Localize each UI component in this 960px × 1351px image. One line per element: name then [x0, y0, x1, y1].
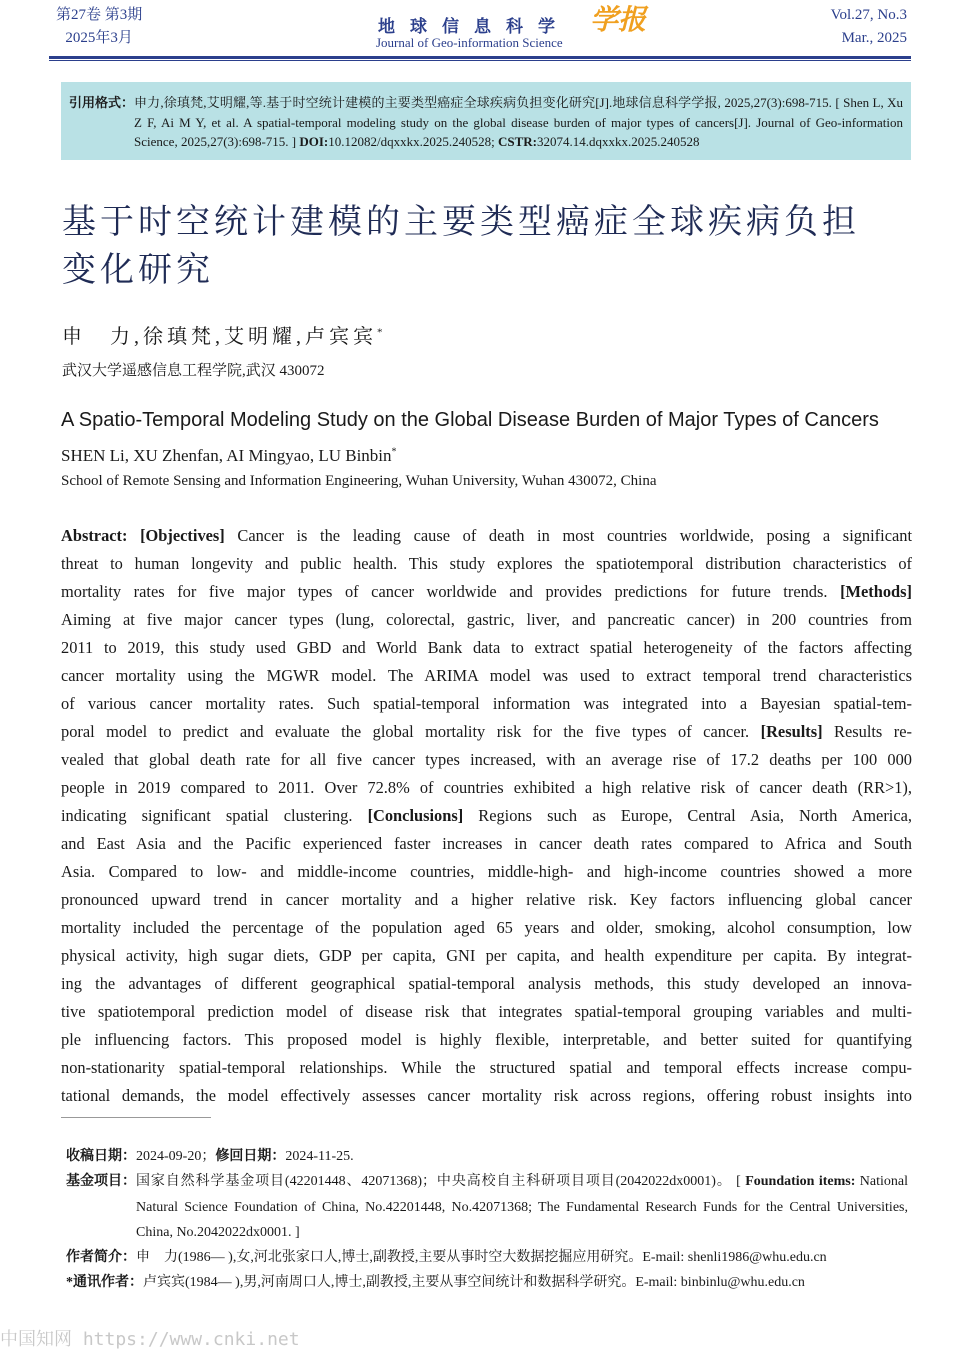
abstract-line	[61, 802, 912, 830]
cstr-value: 32074.14.dqxxkx.2025.240528	[537, 134, 700, 149]
abstract-text: poral model to predict and evaluate the global mortality risk for the five types of cancer.	[61, 722, 761, 741]
header-rule	[49, 56, 911, 59]
abstract-text: physical activity, high sugar diets, GDP per capita, GNI per capita, and health expenditure per capita. By integrat-	[61, 946, 912, 965]
issue-en	[831, 4, 907, 50]
paper-title-en: A Spatio-Temporal Modeling Study on the Global Disease Burden of Major Types of Cancers	[61, 409, 879, 431]
abstract-text: Results re-	[822, 722, 913, 741]
abstract-text: Aiming at five major cancer types (lung, colorectal, gastric, liver, and pancreatic cancer) in 200 countries from	[61, 610, 912, 629]
abstract-line	[61, 914, 912, 942]
corresponding-author	[66, 1270, 908, 1295]
paper-title-cn	[62, 198, 860, 294]
abstract-line	[61, 634, 912, 662]
fund-text	[136, 1169, 908, 1245]
abstract-line	[61, 998, 912, 1026]
revised-date: 2024-11-25.	[285, 1149, 354, 1164]
abstract-text: tational demands, the model effectively assesses cancer mortality risk across regions, offering robust insights into	[61, 1086, 912, 1105]
cstr-label: CSTR:	[498, 134, 538, 149]
abstract-heading: Abstract: [Objectives]	[61, 526, 225, 545]
citation-box	[61, 82, 911, 160]
fund-cn: 国家自然科学基金项目(42201448、42071368)；中央高校自主科研项目项目(2042022dx0001)。 [	[136, 1174, 746, 1190]
abstract-text: ing the advantages of different geographical spatial-temporal analysis methods, this study developed an innova-	[61, 974, 912, 993]
abstract-text: cancer mortality using the MGWR model. The ARIMA model was used to extract temporal trend characteristics	[61, 666, 912, 685]
abstract-text: indicating significant spatial clustering.	[61, 806, 368, 825]
volume-cn: 第27卷 第3期	[56, 7, 143, 23]
title-line: 基于时空统计建模的主要类型癌症全球疾病负担	[62, 202, 860, 242]
abstract-line	[61, 550, 912, 578]
abstract-line	[61, 522, 912, 550]
fund-en-label: Foundation items:	[745, 1174, 856, 1190]
title-line: 变化研究	[62, 250, 214, 290]
abstract-text: Asia. Compared to low- and middle-income countries, middle-high- and high-income countries showed a more	[61, 862, 912, 881]
corr-label: *通讯作者：	[66, 1275, 143, 1291]
issue-cn	[56, 4, 142, 50]
author-bio	[66, 1245, 908, 1270]
abstract-line	[61, 774, 912, 802]
doi-label: DOI:	[299, 134, 329, 149]
abstract-heading: [Methods]	[840, 582, 912, 601]
abstract-text: tive spatiotemporal prediction model of disease risk that integrates spatial-temporal grouping variables and multi-	[61, 1002, 912, 1021]
abstract-text: ple influencing factors. This proposed model is highly flexible, interpretable, and better suited for quantifying	[61, 1030, 912, 1049]
citation-text	[134, 93, 903, 160]
received-dates	[66, 1144, 908, 1169]
abstract-heading: [Conclusions]	[367, 806, 464, 825]
abstract-line	[61, 1026, 912, 1054]
date-en: Mar., 2025	[841, 30, 907, 46]
citation-ref: 申力,徐瑱梵,艾明耀,等.基于时空统计建模的主要类型癌症全球疾病负担变化研究[J].地球信息科学学报, 2025,27(3):698-715. [ Shen L, Xu Z F, Ai M Y, et al. A spatial-temporal modeling study on the global disease burden of major types of cancers[J]. Journal of Geo-information Science, 2025,27(3):698-715. ]	[134, 95, 903, 149]
affiliation-cn: 武汉大学遥感信息工程学院,武汉 430072	[62, 363, 325, 379]
corr-text: 卢宾宾(1984— ),男,河南周口人,博士,副教授,主要从事空间统计和数据科学研究。E-mail: binbinlu@whu.edu.cn	[143, 1275, 805, 1291]
footnotes	[66, 1144, 908, 1296]
abstract-text: 2011 to 2019, this study used GBD and World Bank data to extract spatial heterogeneity of the factors affecting	[61, 638, 912, 657]
abstract-text: mortality included the percentage of the population aged 65 years and older, smoking, alcohol consumption, low	[61, 918, 912, 937]
corresponding-mark: *	[377, 326, 387, 339]
abstract-line	[61, 578, 912, 606]
abstract-line	[61, 746, 912, 774]
authors-en	[61, 446, 397, 466]
abstract-text: of various cancer mortality rates. Such spatial-temporal information was integrated into a Bayesian spatial-tem-	[61, 694, 912, 713]
abstract-text: vealed that global death rate for all five cancer types increased, with an average rise of 17.2 deaths per 100 000	[61, 750, 912, 769]
abstract-line	[61, 970, 912, 998]
abstract-line	[61, 1082, 912, 1110]
abstract	[61, 522, 912, 1110]
date-cn: 2025年3月	[65, 30, 133, 46]
citation-label: 引用格式：	[69, 95, 135, 110]
fund-label: 基金项目：	[66, 1174, 136, 1190]
abstract-text: non-stationarity spatial-temporal relationships. While the structured spatial and temporal effects increase compu-	[61, 1058, 912, 1077]
doi-value[interactable]: 10.12082/dqxxkx.2025.240528;	[328, 134, 498, 149]
authors-cn-text: 申 力,徐瑱梵,艾明耀,卢宾宾	[62, 326, 377, 348]
abstract-heading: [Results]	[760, 722, 823, 741]
abstract-line	[61, 886, 912, 914]
author-label: 作者简介：	[66, 1250, 136, 1266]
cnki-watermark: 中国知网 https://www.cnki.net	[0, 1329, 300, 1350]
journal-logo	[376, 5, 647, 55]
abstract-text: and East Asia and the Pacific experienced faster increases in cancer death rates compared to Africa and South	[61, 834, 912, 853]
author-text: 申 力(1986— ),女,河北张家口人,博士,副教授,主要从事时空大数据挖掘应用研究。E-mail: shenli1986@whu.edu.cn	[136, 1250, 827, 1266]
abstract-line	[61, 858, 912, 886]
authors-en-text: SHEN Li, XU Zhenfan, AI Mingyao, LU Binbin	[61, 446, 392, 465]
corresponding-mark: *	[391, 446, 397, 458]
abstract-text: Cancer is the leading cause of death in most countries worldwide, posing a significant	[224, 526, 912, 545]
abstract-text: people in 2019 compared to 2011. Over 72.8% of countries exhibited a high relative risk of cancer death (RR>1),	[61, 778, 912, 797]
received-label: 收稿日期：	[66, 1149, 136, 1164]
abstract-line	[61, 718, 912, 746]
funding	[66, 1169, 908, 1245]
abstract-line	[61, 662, 912, 690]
journal-name-cn: 地球信息科学	[378, 17, 570, 37]
footnote-divider	[61, 1117, 211, 1118]
abstract-text: pronounced upward trend in cancer mortality and a higher relative risk. Key factors influencing global cancer	[61, 890, 912, 909]
affiliation-en: School of Remote Sensing and Information Engineering, Wuhan University, Wuhan 430072, China	[61, 473, 657, 489]
authors-cn	[62, 320, 387, 349]
abstract-line	[61, 830, 912, 858]
abstract-text: Regions such as Europe, Central Asia, North America,	[463, 806, 912, 825]
abstract-line	[61, 1054, 912, 1082]
journal-logo-calligraphy: 学报	[590, 5, 647, 36]
volume-en: Vol.27, No.3	[830, 7, 907, 23]
header-rule-thin	[49, 60, 911, 61]
abstract-line	[61, 606, 912, 634]
abstract-text: mortality rates for five major types of cancer worldwide and provides predictions for future trends.	[61, 582, 841, 601]
abstract-line	[61, 942, 912, 970]
abstract-line	[61, 690, 912, 718]
journal-name-en: Journal of Geo-information Science	[376, 35, 563, 50]
revised-label: 修回日期：	[215, 1149, 286, 1164]
received-date: 2024-09-20；	[136, 1149, 216, 1164]
abstract-text: threat to human longevity and public health. This study explores the spatiotemporal distribution characteristics of	[61, 554, 912, 573]
fund-en: National Natural Science Foundation of China, No.42201448, No.42071368; The Fundamental Research Funds for the Central Universities, China, No.2042022dx0001. ]	[136, 1174, 908, 1240]
